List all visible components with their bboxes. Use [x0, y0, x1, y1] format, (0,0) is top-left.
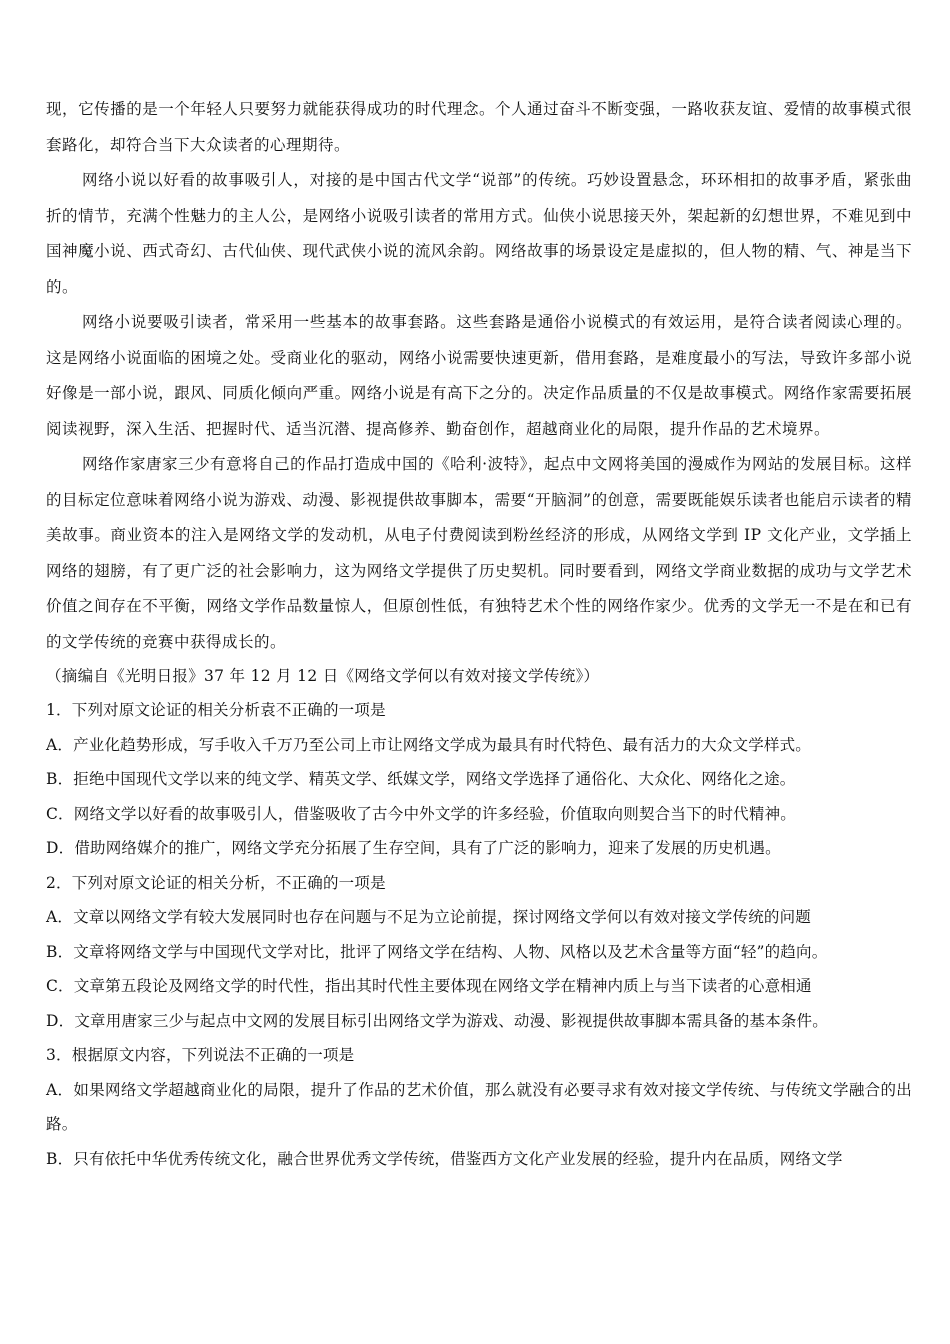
passage-paragraph-2: 网络小说以好看的故事吸引人，对接的是中国古代文学“说部”的传统。巧妙设置悬念，环环相扣的故事矛盾，紧张曲折的情节，充满个性魅力的主人公，是网络小说吸引读者的常用方式。仙侠小说思接天外，架起新的幻想世界，不难见到中国神魔小说、西式奇幻、古代仙侠、现代武侠小说的流风余韵。网络故事的场景设定是虚拟的，但人物的精、气、神是当下的。 — [46, 171, 912, 296]
question-2 — [46, 866, 912, 1039]
option-a: A．产业化趋势形成，写手收入千万乃至公司上市让网络文学成为最具有时代特色、最有活力的大众文学样式。 — [46, 735, 811, 754]
question-stem: 1．下列对原文论证的相关分析袁不正确的一项是 — [46, 701, 386, 719]
option-d: D．借助网络媒介的推广，网络文学充分拓展了生存空间，具有了广泛的影响力，迎来了发展的历史机遇。 — [46, 839, 781, 857]
document-page — [46, 92, 912, 1176]
passage-source: （摘编自《光明日报》37 年 12 月 12 日《网络文学何以有效对接文学传统》） — [46, 667, 600, 685]
passage-paragraph-3: 网络小说要吸引读者，常采用一些基本的故事套路。这些套路是通俗小说模式的有效运用，是符合读者阅读心理的。这是网络小说面临的困境之处。受商业化的驱动，网络小说需要快速更新，借用套路，是难度最小的写法，导致许多部小说好像是一部小说，跟风、同质化倾向严重。网络小说是有高下之分的。决定作品质量的不仅是故事模式。网络作家需要拓展阅读视野，深入生活、把握时代、适当沉潜、提高修养、勤奋创作，超越商业化的局限，提升作品的艺术境界。 — [46, 313, 912, 438]
question-stem: 2．下列对原文论证的相关分析，不正确的一项是 — [46, 873, 386, 892]
option-b: B．拒绝中国现代文学以来的纯文学、精英文学、纸媒文学，网络文学选择了通俗化、大众化、网络化之途。 — [46, 770, 796, 788]
option-a: A．文章以网络文学有较大发展同时也存在问题与不足为立论前提，探讨网络文学何以有效对接文学传统的问题 — [46, 908, 811, 926]
passage-paragraph-4: 网络作家唐家三少有意将自己的作品打造成中国的《哈利·波特》，起点中文网将美国的漫威作为网站的发展目标。这样的目标定位意味着网络小说为游戏、动漫、影视提供故事脚本，需要“开脑洞”的创意，需要既能娱乐读者也能启示读者的精美故事。商业资本的注入是网络文学的发动机，从电子付费阅读到粉丝经济的形成，从网络文学到 IP 文化产业，文学插上网络的翅膀，有了更广泛的社会影响力，这为网络文学提供了历史契机。同时要看到，网络文学商业数据的成功与文学艺术价值之间存在不平衡，网络文学作品数量惊人，但原创性低，有独特艺术个性的网络作家少。优秀的文学无一不是在和已有的文学传统的竞赛中获得成长的。 — [46, 455, 912, 651]
question-stem: 3．根据原文内容，下列说法不正确的一项是 — [46, 1046, 355, 1064]
passage-paragraph-1: 现，它传播的是一个年轻人只要努力就能获得成功的时代理念。个人通过奋斗不断变强，一路收获友谊、爱情的故事模式很套路化，却符合当下大众读者的心理期待。 — [46, 100, 912, 154]
question-1 — [46, 693, 912, 866]
option-d: D．文章用唐家三少与起点中文网的发展目标引出网络文学为游戏、动漫、影视提供故事脚本需具备的基本条件。 — [46, 1011, 828, 1030]
option-b: B．文章将网络文学与中国现代文学对比，批评了网络文学在结构、人物、风格以及艺术含量等方面“轻”的趋向。 — [46, 942, 828, 961]
option-b: B．只有依托中华优秀传统文化，融合世界优秀文学传统，借鉴西方文化产业发展的经验，提升内在品质，网络文学 — [46, 1149, 843, 1168]
option-c: C．文章第五段论及网络文学的时代性，指出其时代性主要体现在网络文学在精神内质上与当下读者的心意相通 — [46, 977, 812, 995]
option-a: A．如果网络文学超越商业化的局限，提升了作品的艺术价值，那么就没有必要寻求有效对接文学传统、与传统文学融合的出路。 — [46, 1080, 912, 1133]
question-3 — [46, 1038, 912, 1176]
option-c: C．网络文学以好看的故事吸引人，借鉴吸收了古今中外文学的许多经验，价值取向则契合当下的时代精神。 — [46, 804, 796, 823]
